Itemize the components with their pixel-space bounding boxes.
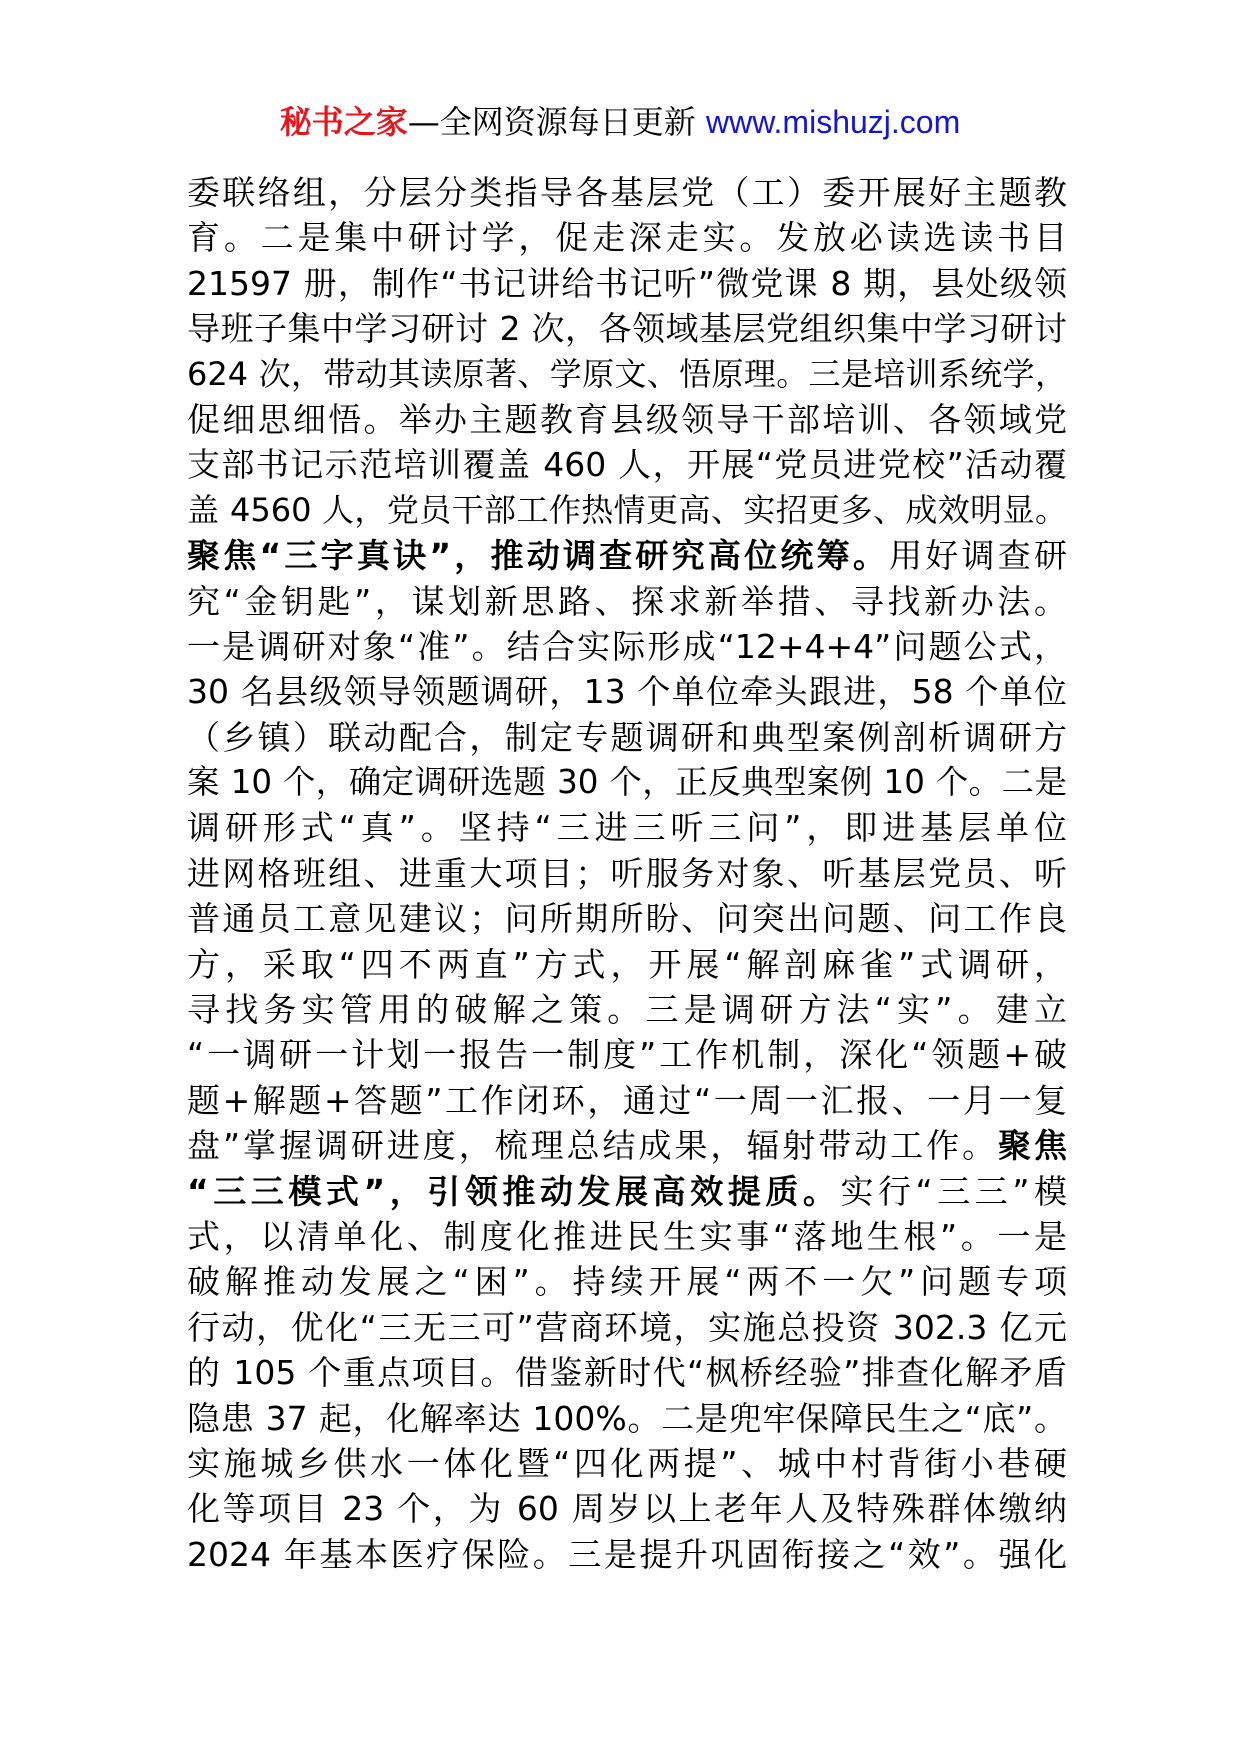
text-line	[187, 215, 1067, 260]
body-text: 究“金钥匙”，谋划新思路、探求新举措、寻找新办法。	[187, 581, 1067, 621]
body-text: 行动，优化“三无三可”营商环境，实施总投资 302.3 亿元	[187, 1307, 1067, 1347]
body-text: 支部书记示范培训覆盖 460 人，开展“党员进党校”活动覆	[187, 445, 1067, 485]
body-text: 624 次，带动其读原著、学原文、悟原理。三是培训系统学，	[187, 354, 1067, 393]
text-line	[187, 1350, 1067, 1395]
body-text: 实施城乡供水一体化暨“四化两提”、城中村背街小巷硬	[187, 1443, 1067, 1483]
body-text: 化等项目 23 个，为 60 周岁以上老年人及特殊群体缴纳	[187, 1489, 1067, 1529]
text-line	[187, 760, 1067, 805]
text-line	[187, 805, 1067, 850]
body-text: 普通员工意见建议；问所期所盼、问突出问题、问工作良	[187, 899, 1067, 939]
body-text: 调研形式“真”。坚持“三进三听三问”，即进基层单位	[187, 808, 1067, 848]
text-line	[187, 1532, 1067, 1577]
body-text: 委联络组，分层分类指导各基层党（工）委开展好主题教	[187, 173, 1067, 212]
body-text: 用好调查研	[889, 536, 1067, 576]
text-line	[187, 1259, 1067, 1304]
body-text: 一是调研对象“准”。结合实际形成“12+4+4”问题公式，	[187, 626, 1067, 666]
body-text: 盘”掌握调研进度，梳理总结成果，辐射带动工作。	[187, 1126, 999, 1166]
text-line	[187, 1032, 1067, 1077]
text-line	[187, 715, 1067, 760]
text-line	[187, 488, 1067, 533]
text-line	[187, 442, 1067, 487]
body-text: 30 名县级领导领题调研，13 个单位牵头跟进，58 个单位	[187, 672, 1067, 712]
bold-heading-text: 聚焦	[998, 1126, 1067, 1166]
body-text: “一调研一计划一报告一制度”工作机制，深化“领题+破	[187, 1035, 1067, 1075]
text-line	[187, 624, 1067, 669]
text-line	[187, 851, 1067, 896]
body-text: 题+解题+答题”工作闭环，通过“一周一汇报、一月一复	[187, 1080, 1067, 1120]
body-text: 导班子集中学习研讨 2 次，各领域基层党组织集中学习研讨	[187, 309, 1067, 349]
text-line	[187, 579, 1067, 624]
text-line	[187, 533, 1067, 578]
body-text: 隐患 37 起，化解率达 100%。二是兜牢保障民生之“底”。	[187, 1398, 1067, 1438]
text-line	[187, 1169, 1067, 1214]
header-tagline: —全网资源每日更新	[407, 103, 706, 141]
text-line	[187, 987, 1067, 1032]
body-text: 促细思细悟。举办主题教育县级领导干部培训、各领域党	[187, 399, 1067, 439]
body-text: （乡镇）联动配合，制定专题调研和典型案例剖析调研方	[187, 717, 1067, 757]
body-text: 方，采取“四不两直”方式，开展“解剖麻雀”式调研，	[187, 944, 1067, 984]
text-line	[187, 1214, 1067, 1259]
body-text: 进网格班组、进重大项目；听服务对象、听基层党员、听	[187, 853, 1067, 893]
body-text: 2024 年基本医疗保险。三是提升巩固衔接之“效”。强化	[187, 1534, 1067, 1574]
site-header	[0, 98, 1240, 146]
text-line	[187, 1078, 1067, 1123]
text-line	[187, 170, 1067, 215]
body-text: 实行“三三”模	[840, 1171, 1067, 1211]
text-line	[187, 896, 1067, 941]
text-line	[187, 669, 1067, 714]
body-text: 21597 册，制作“书记讲给书记听”微党课 8 期，县处级领	[187, 263, 1067, 303]
text-line	[187, 1486, 1067, 1531]
body-text: 育。二是集中研讨学，促走深走实。发放必读选读书目	[187, 218, 1067, 258]
body-text: 盖 4560 人，党员干部工作热情更高、实招更多、成效明显。	[187, 490, 1067, 529]
text-line	[187, 1441, 1067, 1486]
bold-heading-text: “三三模式”，引领推动发展高效提质。	[187, 1171, 841, 1211]
body-text: 式，以清单化、制度化推进民生实事“落地生根”。一是	[187, 1216, 1067, 1256]
body-text: 破解推动发展之“困”。持续开展“两不一欠”问题专项	[187, 1262, 1067, 1302]
document-body	[187, 170, 1067, 1577]
text-line	[187, 1396, 1067, 1441]
text-line	[187, 1305, 1067, 1350]
brand-name: 秘书之家	[279, 103, 408, 141]
text-line	[187, 261, 1067, 306]
body-text: 的 105 个重点项目。借鉴新时代“枫桥经验”排查化解矛盾	[187, 1353, 1067, 1393]
body-text: 寻找务实管用的破解之策。三是调研方法“实”。建立	[187, 990, 1067, 1030]
site-url-link[interactable]: www.mishuzj.com	[705, 104, 961, 140]
body-text: 案 10 个，确定调研选题 30 个，正反典型案例 10 个。二是	[187, 763, 1067, 802]
text-line	[187, 1123, 1067, 1168]
text-line	[187, 397, 1067, 442]
text-line	[187, 306, 1067, 351]
text-line	[187, 942, 1067, 987]
text-line	[187, 352, 1067, 397]
bold-heading-text: 聚焦“三字真诀”，推动调查研究高位统筹。	[187, 536, 890, 576]
